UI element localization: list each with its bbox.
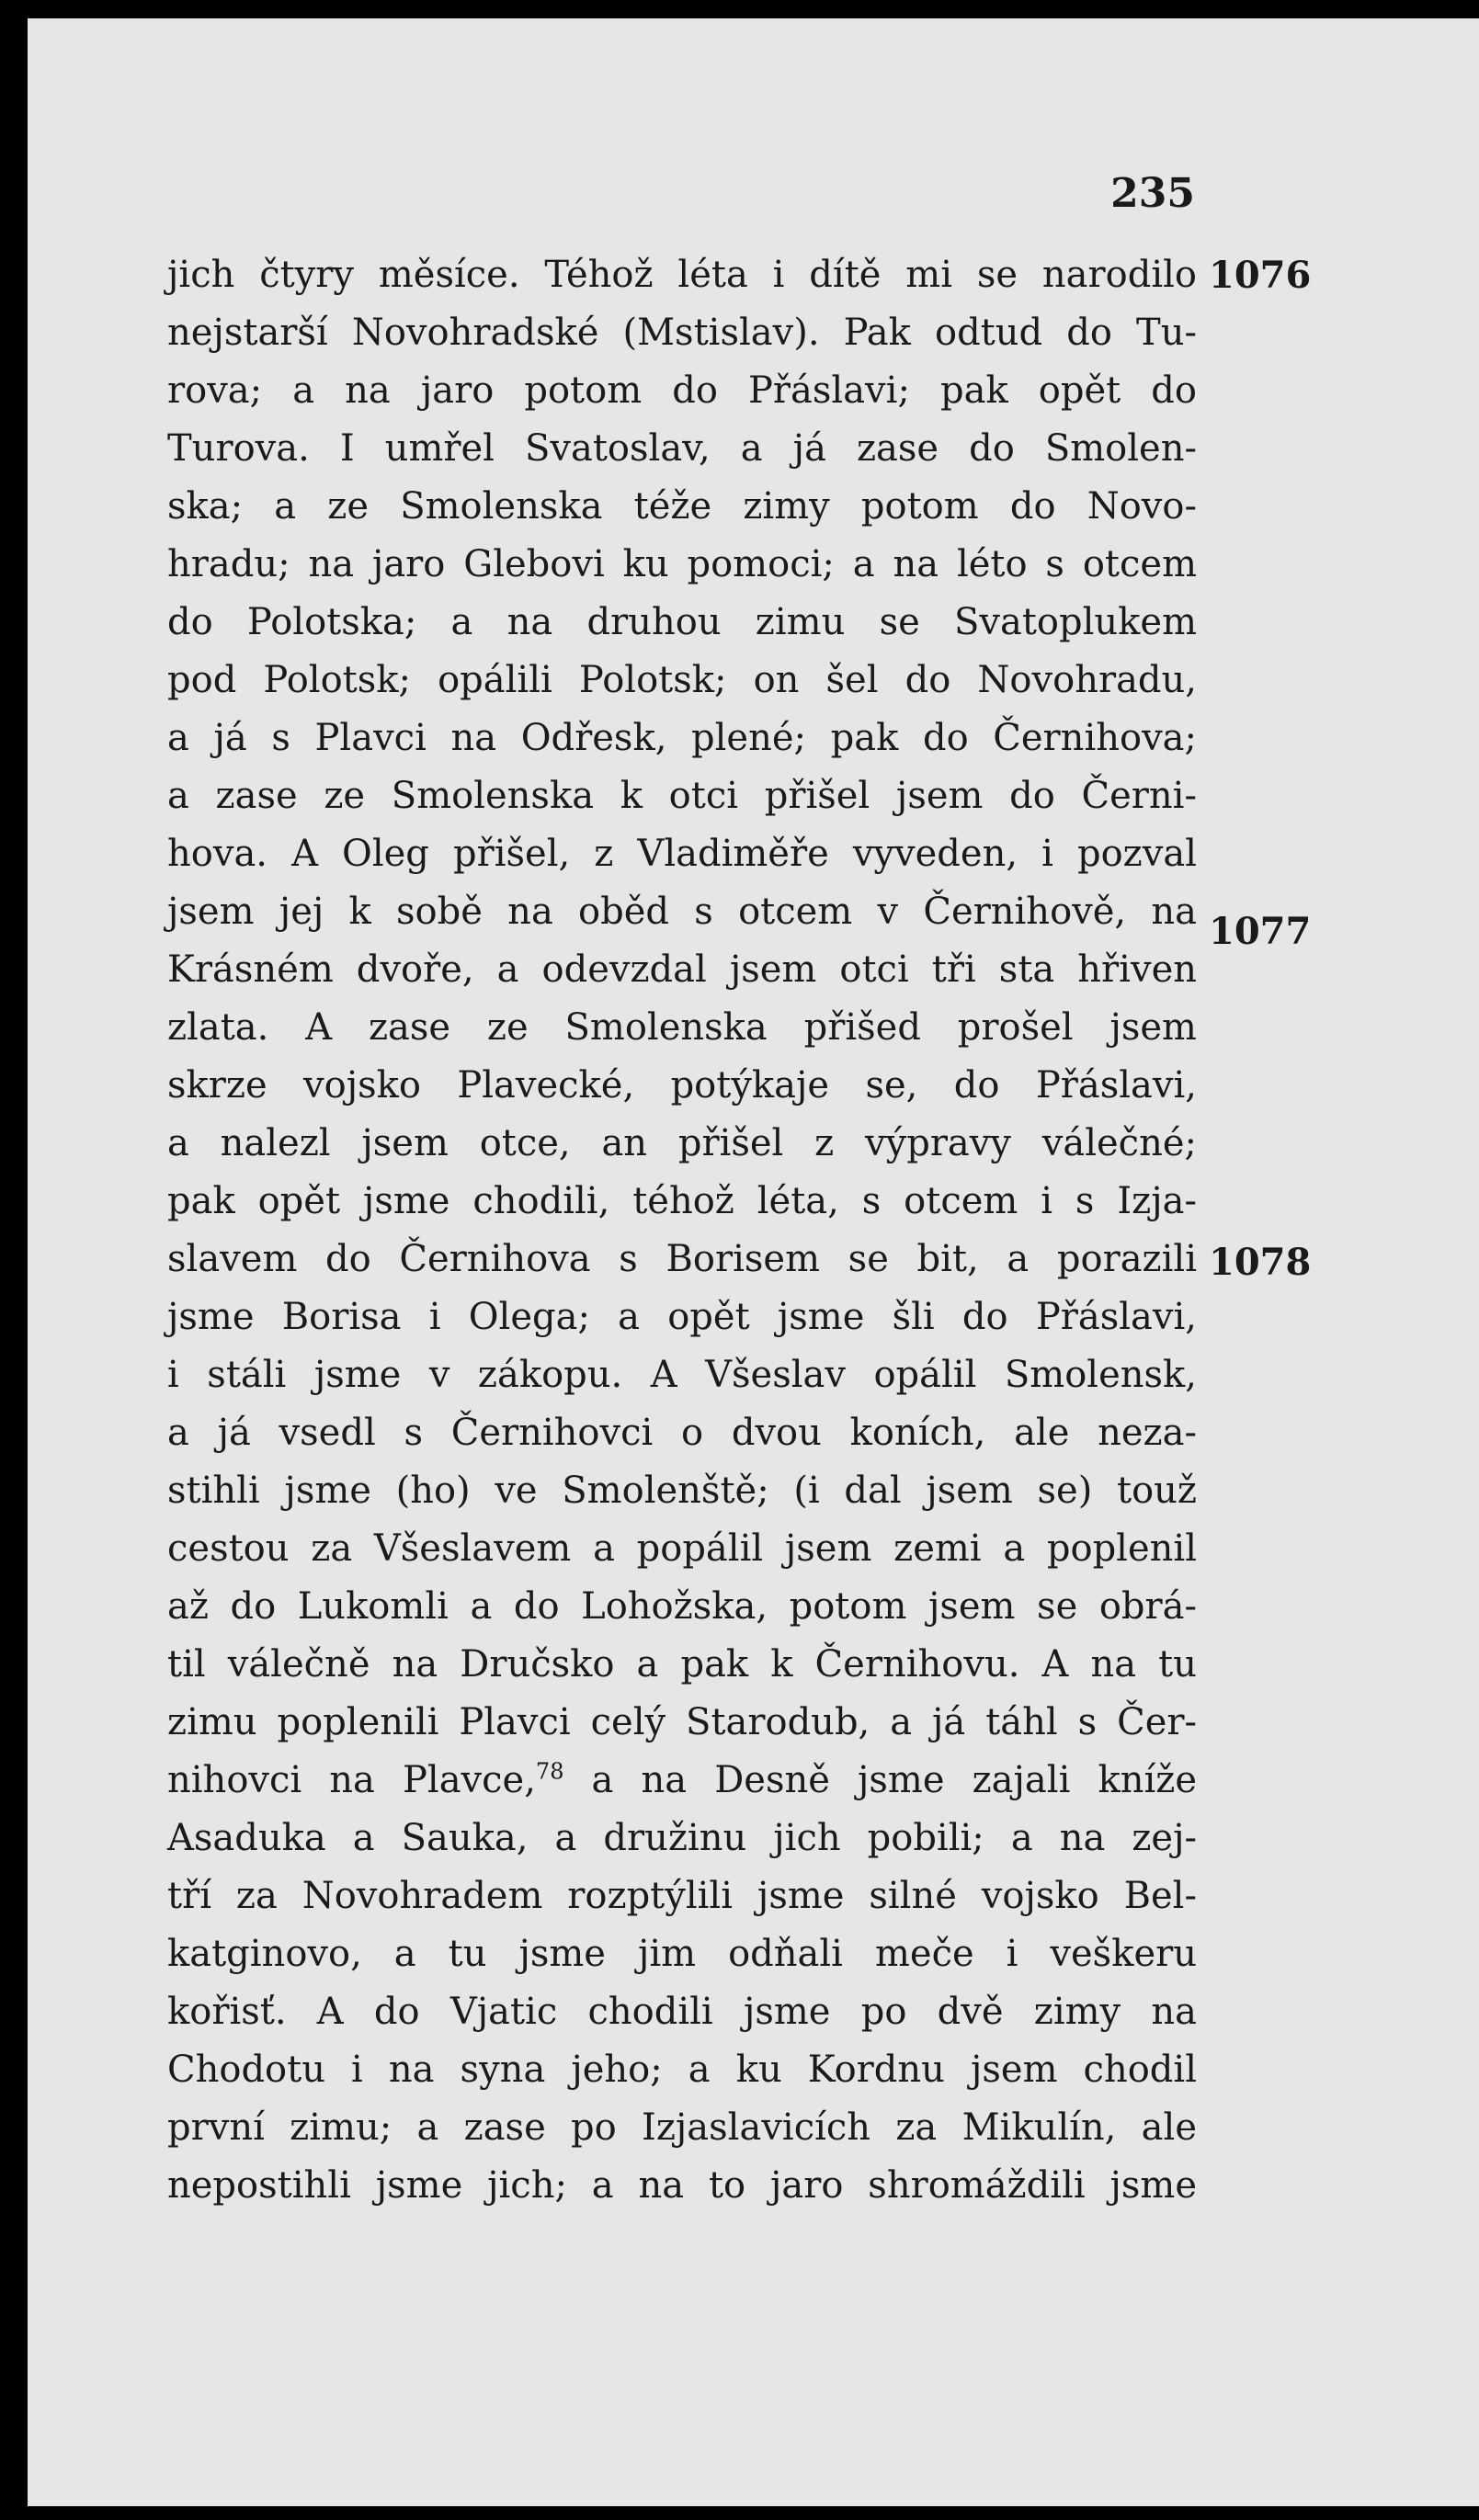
text-fragment: nihovci na Plavce, <box>167 1759 536 1801</box>
page-number: 235 <box>1110 170 1195 217</box>
text-line: zlata. A zase ze Smolenska přišed prošel jsem <box>167 1006 1197 1049</box>
text-line: skrze vojsko Plavecké, potýkaje se, do Přáslavi, <box>167 1064 1197 1107</box>
text-line: ska; a ze Smolenska téže zimy potom do Novo- <box>167 485 1197 528</box>
text-line: a já s Plavci na Odřesk, plené; pak do Černihova; <box>167 717 1197 759</box>
text-line: jsme Borisa i Olega; a opět jsme šli do Přáslavi, <box>167 1296 1197 1338</box>
text-line: hova. A Oleg přišel, z Vladiměře vyveden, i pozval <box>167 833 1197 875</box>
text-line: kořisť. A do Vjatic chodili jsme po dvě zimy na <box>167 1991 1197 2033</box>
text-line: a zase ze Smolenska k otci přišel jsem do Černi- <box>167 775 1197 817</box>
margin-year: 1076 <box>1209 254 1312 297</box>
text-line: slavem do Černihova s Borisem se bit, a porazili <box>167 1238 1197 1280</box>
text-line: i stáli jsme v zákopu. A Všeslav opálil Smolensk, <box>167 1354 1197 1396</box>
text-line: hradu; na jaro Glebovi ku pomoci; a na léto s otcem <box>167 543 1197 585</box>
text-line: Krásném dvoře, a odevzdal jsem otci tři sta hřiven <box>167 948 1197 991</box>
text-line: zimu poplenili Plavci celý Starodub, a já táhl s Čer- <box>167 1701 1197 1743</box>
text-line: tří za Novohradem rozptýlili jsme silné vojsko Bel- <box>167 1875 1197 1917</box>
text-line: til válečně na Dručsko a pak k Černihovu. A na tu <box>167 1643 1197 1686</box>
text-line: první zimu; a zase po Izjaslavicích za Mikulín, ale <box>167 2106 1197 2149</box>
margin-year: 1077 <box>1209 910 1312 953</box>
text-line: Asaduka a Sauka, a družinu jich pobili; a na zej- <box>167 1817 1197 1859</box>
footnote-reference: 78 <box>535 1758 564 1785</box>
text-line: stihli jsme (ho) ve Smolenště; (i dal jsem se) touž <box>167 1470 1197 1512</box>
scan-top-border <box>0 0 1479 18</box>
text-line: Chodotu i na syna jeho; a ku Kordnu jsem chodil <box>167 2049 1197 2091</box>
scan-bottom-border <box>0 2506 1479 2520</box>
text-line: nepostihli jsme jich; a na to jaro shromáždili jsme <box>167 2164 1197 2207</box>
text-line: a nalezl jsem otce, an přišel z výpravy válečné; <box>167 1122 1197 1164</box>
text-line-with-footnote <box>167 1752 1197 1810</box>
text-fragment: a na Desně jsme zajali kníže <box>563 1759 1197 1801</box>
book-page <box>28 18 1479 2506</box>
text-line: pak opět jsme chodili, téhož léta, s otcem i s Izja- <box>167 1180 1197 1222</box>
text-line: do Polotska; a na druhou zimu se Svatoplukem <box>167 601 1197 643</box>
margin-year: 1078 <box>1209 1241 1312 1284</box>
text-line: rova; a na jaro potom do Přáslavi; pak opět do <box>167 369 1197 412</box>
text-line: jich čtyry měsíce. Téhož léta i dítě mi se narodilo <box>167 254 1197 296</box>
text-line: nejstarší Novohradské (Mstislav). Pak odtud do Tu- <box>167 312 1197 354</box>
text-line: katginovo, a tu jsme jim odňali meče i veškeru <box>167 1933 1197 1975</box>
text-line: Turova. I umřel Svatoslav, a já zase do Smolen- <box>167 427 1197 470</box>
body-text <box>167 246 1197 2215</box>
text-line: pod Polotsk; opálili Polotsk; on šel do Novohradu, <box>167 659 1197 701</box>
text-line: jsem jej k sobě na oběd s otcem v Černihově, na <box>167 891 1197 933</box>
text-line: cestou za Všeslavem a popálil jsem zemi a poplenil <box>167 1527 1197 1570</box>
text-line: a já vsedl s Černihovci o dvou koních, ale neza- <box>167 1412 1197 1454</box>
scan-left-border <box>0 0 28 2520</box>
text-line: až do Lukomli a do Lohožska, potom jsem se obrá- <box>167 1585 1197 1628</box>
